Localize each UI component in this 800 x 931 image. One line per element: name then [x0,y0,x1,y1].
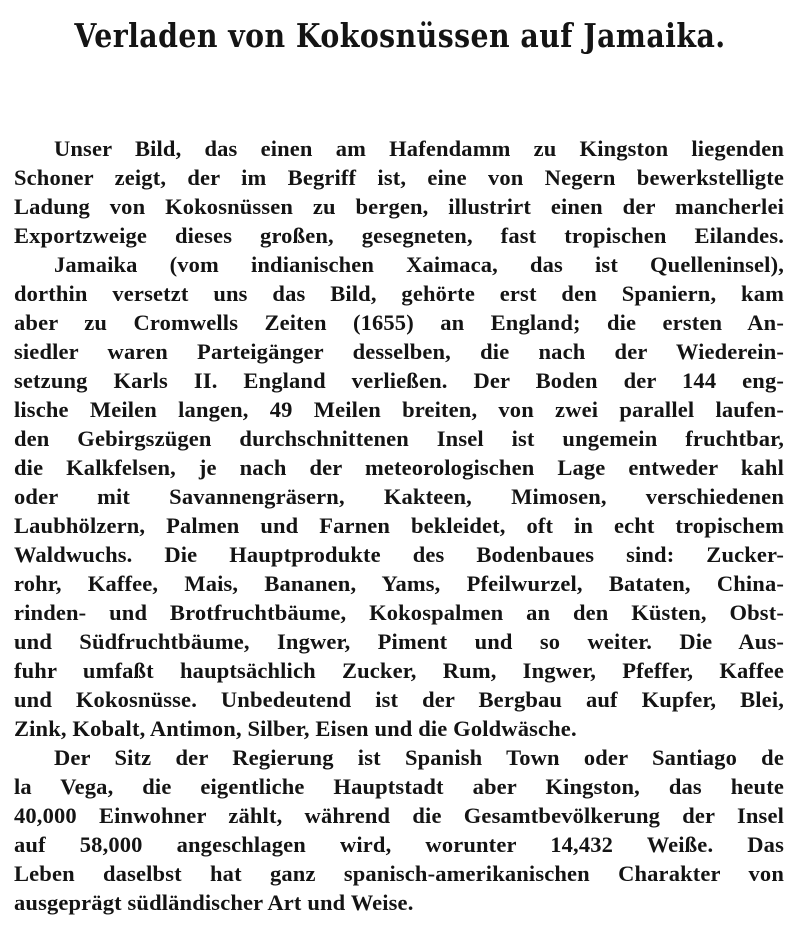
text-line: lische Meilen langen, 49 Meilen breiten, von zwei parallel laufen- [14,397,784,422]
text-line: ausgeprägt südländischer Art und Weise. [14,890,414,915]
text-line: dorthin versetzt uns das Bild, gehörte erst den Spaniern, kam [14,281,784,306]
text-line: Jamaika (vom indianischen Xaimaca, das ist Quelleninsel), [54,252,784,277]
paragraph-3 [14,743,784,917]
text-line: die Kalkfelsen, je nach der meteorologischen Lage entweder kahl [14,455,784,480]
text-line: und Südfruchtbäume, Ingwer, Piment und so weiter. Die Aus- [14,629,784,654]
text-line: Waldwuchs. Die Hauptprodukte des Bodenbaues sind: Zucker- [14,542,784,567]
text-line: Der Sitz der Regierung ist Spanish Town oder Santiago de [54,745,784,770]
paragraph-1 [14,134,784,250]
article-body [14,134,784,917]
text-line: Ladung von Kokosnüssen zu bergen, illustrirt einen der mancherlei [14,194,784,219]
text-line: Leben daselbst hat ganz spanisch-amerikanischen Charakter von [14,861,784,886]
text-line: oder mit Savannengräsern, Kakteen, Mimosen, verschiedenen [14,484,784,509]
text-line: aber zu Cromwells Zeiten (1655) an England; die ersten An- [14,310,784,335]
text-line: Unser Bild, das einen am Hafendamm zu Kingston liegenden [54,136,784,161]
text-line: und Kokosnüsse. Unbedeutend ist der Bergbau auf Kupfer, Blei, [14,687,784,712]
article-title: Verladen von Kokosnüssen auf Jamaika. [74,16,726,55]
text-line: Exportzweige dieses großen, gesegneten, fast tropischen Eilandes. [14,223,784,248]
text-line: Zink, Kobalt, Antimon, Silber, Eisen und die Goldwäsche. [14,716,577,741]
paragraph-2 [14,250,784,743]
text-line: la Vega, die eigentliche Hauptstadt aber Kingston, das heute [14,774,784,799]
text-line: setzung Karls II. England verließen. Der Boden der 144 eng- [14,368,784,393]
text-line: auf 58,000 angeschlagen wird, worunter 14,432 Weiße. Das [14,832,784,857]
text-line: rohr, Kaffee, Mais, Bananen, Yams, Pfeilwurzel, Bataten, China- [14,571,784,596]
text-line: rinden- und Brotfruchtbäume, Kokospalmen an den Küsten, Obst- [14,600,784,625]
text-line: Schoner zeigt, der im Begriff ist, eine von Negern bewerkstelligte [14,165,784,190]
text-line: 40,000 Einwohner zählt, während die Gesamtbevölkerung der Insel [14,803,784,828]
text-line: fuhr umfaßt hauptsächlich Zucker, Rum, Ingwer, Pfeffer, Kaffee [14,658,784,683]
text-line: siedler waren Parteigänger desselben, die nach der Wiederein- [14,339,784,364]
text-line: Laubhölzern, Palmen und Farnen bekleidet, oft in echt tropischem [14,513,784,538]
text-line: den Gebirgszügen durchschnittenen Insel ist ungemein fruchtbar, [14,426,784,451]
